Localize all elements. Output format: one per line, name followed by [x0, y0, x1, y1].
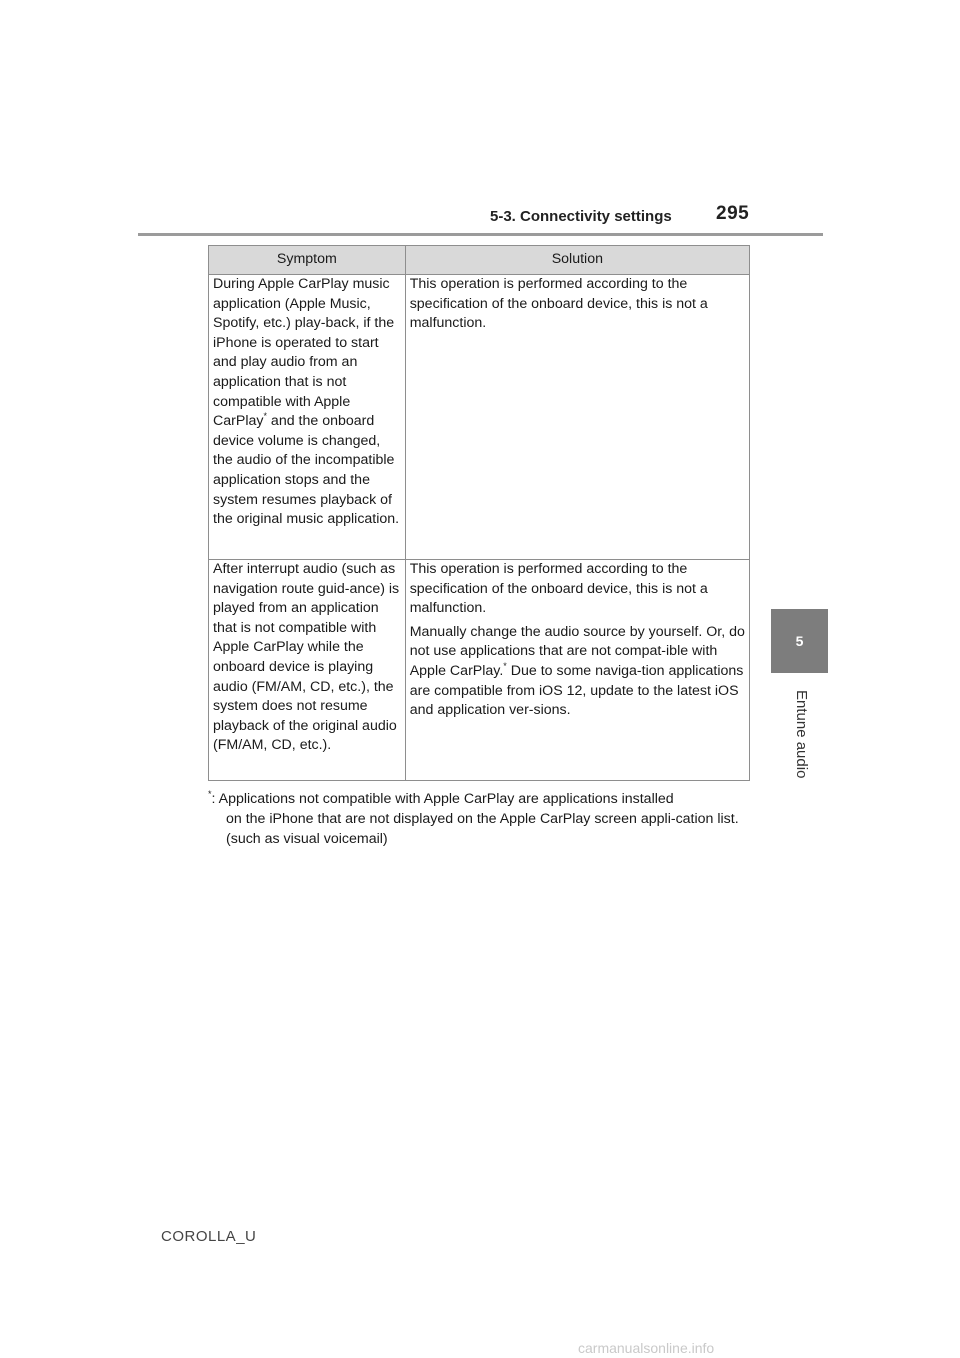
- page-number: 295: [716, 203, 750, 224]
- chapter-tab: 5: [771, 609, 828, 673]
- symptom-cell: After interrupt audio (such as navigation route guid-ance) is played from an application that is not compatible with Apple CarPlay while the onboard device is playing audio (FM/AM, CD, etc.), the system does not resume playback of the original audio (FM/AM, CD, etc.).: [209, 560, 406, 781]
- footnote-mark: *: [263, 411, 267, 422]
- table-header-row: [209, 246, 750, 275]
- table-row: [209, 275, 750, 560]
- table-row: [209, 560, 750, 781]
- troubleshooting-table: [208, 245, 750, 781]
- symptom-text-continued: and the onboard device volume is changed, the audio of the incompatible application stops and the system resumes playback of the original music application.: [213, 413, 400, 528]
- section-title: 5-3. Connectivity settings: [490, 208, 672, 225]
- footer-model-code: COROLLA_U: [161, 1228, 257, 1245]
- symptom-text: During Apple CarPlay music application (Apple Music, Spotify, etc.) play-back, if the iPhone is operated to start and play audio from an application that is not compatible with Apple CarPlay: [213, 276, 395, 430]
- column-header-solution: Solution: [405, 246, 749, 275]
- solution-text: This operation is performed according to the specification of the onboard device, this is not a malfunction.: [409, 561, 708, 617]
- footnote-mark: *: [208, 789, 212, 799]
- column-header-symptom: Symptom: [209, 246, 406, 275]
- chapter-label: Entune audio: [793, 690, 810, 779]
- solution-text-advice: [410, 623, 745, 721]
- symptom-cell: [209, 275, 406, 560]
- advice-text-continued: Due to some naviga-tion applications are compatible from iOS 12, update to the latest iOS and application ver-sions.: [409, 662, 744, 719]
- footnote-mark: *: [503, 660, 507, 671]
- footnote-text: : Applications not compatible with Apple CarPlay are applications installed: [211, 791, 674, 807]
- footnote-text-continued: on the iPhone that are not displayed on the Apple CarPlay screen appli-cation list. (such as visual voicemail): [226, 811, 739, 847]
- solution-text: This operation is performed according to the specification of the onboard device, this is not a malfunction.: [409, 276, 708, 332]
- solution-cell: [405, 275, 749, 560]
- header-divider: [138, 233, 823, 236]
- footnote: [208, 789, 768, 849]
- advice-text: Manually change the audio source by yourself. Or, do not use applications that are not compat-ible with Apple CarPlay.: [409, 623, 745, 679]
- solution-cell: [405, 560, 749, 781]
- watermark: carmanualsonline.info: [578, 1340, 715, 1356]
